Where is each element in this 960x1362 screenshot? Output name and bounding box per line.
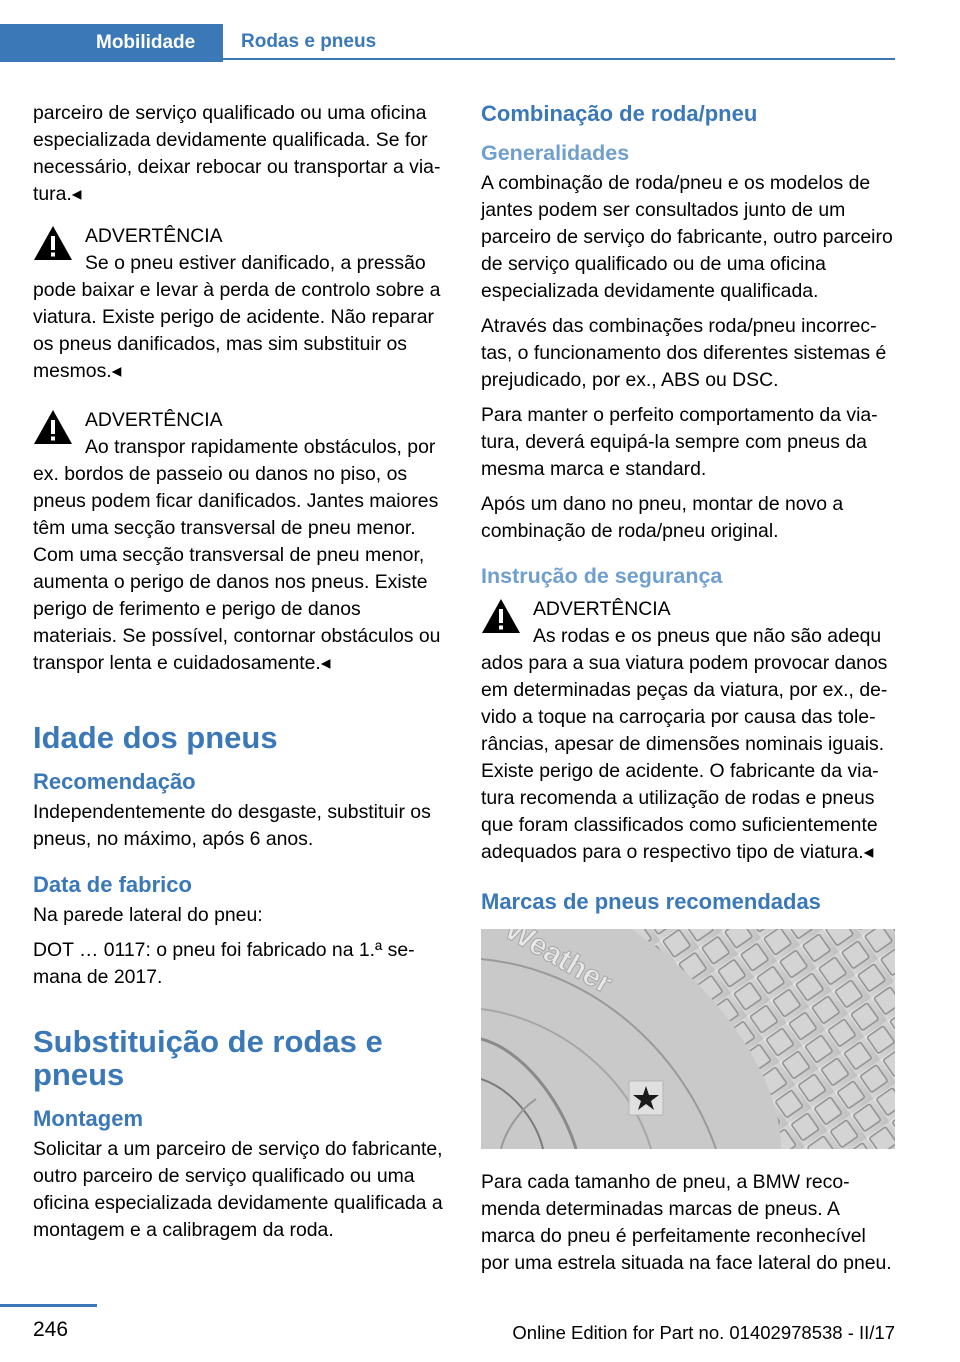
warning-triangle-icon xyxy=(481,598,521,634)
heading-combinacao: Combinação de roda/pneu xyxy=(481,101,758,126)
edition-info: Online Edition for Part no. 01402978538 - II/17 xyxy=(512,1322,895,1343)
warning-first-line: As rodas e os pneus que não são adequ xyxy=(533,625,882,647)
tab-mobilidade-label: Mobilidade xyxy=(96,32,196,53)
paragraph-marcas: Para cada tamanho de pneu, a BMW recomenda determinadas marcas de pneus. A marca do pneu é perfeitamente reconhecível por uma estrela situada na face lateral do pneu. xyxy=(481,1171,892,1274)
warning-first-line: Se o pneu estiver danificado, a pressão xyxy=(85,252,426,274)
warning-text: ex. bordos de passeio ou danos no piso, os pneus podem ficar danificados. Jantes maiores têm uma secção transversal de pneu menor. Com uma secção transversal de pneu menor, aumenta o perigo de danos nos pneus. Existe perigo de ferimento e perigo de danos materiais. Se possível, contornar obstáculos ou transpor lenta e cuidadosamente.◂ xyxy=(33,463,441,674)
tire-brand-text: Weather xyxy=(499,929,618,1001)
paragraph-gen-4: Após um dano no pneu, montar de novo a combinação de roda/pneu original. xyxy=(481,493,844,542)
warning-triangle-icon xyxy=(33,225,73,261)
heading-marcas: Marcas de pneus recomendadas xyxy=(481,889,821,914)
warning-title: ADVERTÊNCIA xyxy=(85,409,223,431)
paragraph-montagem: Solicitar a um parceiro de serviço do fabricante, outro parceiro de serviço qualificado ou uma oficina especializada devidamente qualificada a montagem e a calibragem da roda. xyxy=(33,1138,443,1241)
paragraph-data-2: DOT … 0117: o pneu foi fabricado na 1.ª semana de 2017. xyxy=(33,939,415,988)
header-tabs xyxy=(0,24,895,62)
paragraph-recomendacao: Independentemente do desgaste, substituir os pneus, no máximo, após 6 anos. xyxy=(33,801,431,850)
tab-rodas-e-pneus: Rodas e pneus xyxy=(223,24,895,60)
warning-first-line: Ao transpor rapidamente obstáculos, por xyxy=(85,436,436,458)
warning-block-2 xyxy=(33,407,448,677)
heading-instrucao: Instrução de segurança xyxy=(481,564,723,588)
paragraph-gen-1: A combinação de roda/pneu e os modelos de jantes podem ser consultados junto de um parceiro de serviço do fabricante, outro parceiro de serviço qualificado ou de uma oficina especializada devidamente qualificada. xyxy=(481,172,893,302)
footer-rule xyxy=(0,1304,97,1307)
paragraph-continuation: parceiro de serviço qualificado ou uma oficina especializada devidamente qualificada. Se for necessário, deixar rebocar ou transportar a viatura.◂ xyxy=(33,102,441,205)
warning-title: ADVERTÊNCIA xyxy=(533,598,671,620)
heading-data-de-fabrico: Data de fabrico xyxy=(33,872,192,897)
warning-block-1 xyxy=(33,223,448,385)
warning-text: pode baixar e levar à perda de controlo sobre a viatura. Existe perigo de acidente. Não reparar os pneus danificados, mas sim substituir os mesmos.◂ xyxy=(33,279,441,382)
paragraph-gen-2: Através das combinações roda/pneu incorrectas, o funcionamento dos diferentes sistemas é prejudicado, por ex., ABS ou DSC. xyxy=(481,315,887,391)
heading-idade-dos-pneus: Idade dos pneus xyxy=(33,720,278,755)
warning-triangle-icon xyxy=(33,409,73,445)
right-column xyxy=(481,100,895,1285)
paragraph-data-1: Na parede lateral do pneu: xyxy=(33,904,263,926)
tab-mobilidade xyxy=(0,24,223,62)
page-number: 246 xyxy=(33,1318,69,1341)
warning-text: ados para a sua viatura podem provocar danos em determinadas peças da viatura, por ex., devido a toque na carroçaria por causa das tolerâncias, apesar de dimensões nominais iguais. Existe perigo de acidente. O fabricante da viatura recomenda a utilização de rodas e pneus que foram classificados como suficientemente adequados para o respectivo tipo de viatura.◂ xyxy=(481,652,888,863)
heading-generalidades: Generalidades xyxy=(481,141,630,165)
tire-sidewall-figure xyxy=(481,929,895,1149)
heading-montagem: Montagem xyxy=(33,1106,143,1131)
left-column xyxy=(33,100,448,1252)
warning-block-3 xyxy=(481,596,895,866)
warning-title: ADVERTÊNCIA xyxy=(85,225,223,247)
paragraph-gen-3: Para manter o perfeito comportamento da viatura, deverá equipá-la sempre com pneus da mesma marca e standard. xyxy=(481,404,878,480)
heading-recomendacao: Recomendação xyxy=(33,769,196,794)
heading-substituicao: Substituição de rodas e pneus xyxy=(33,1024,383,1092)
